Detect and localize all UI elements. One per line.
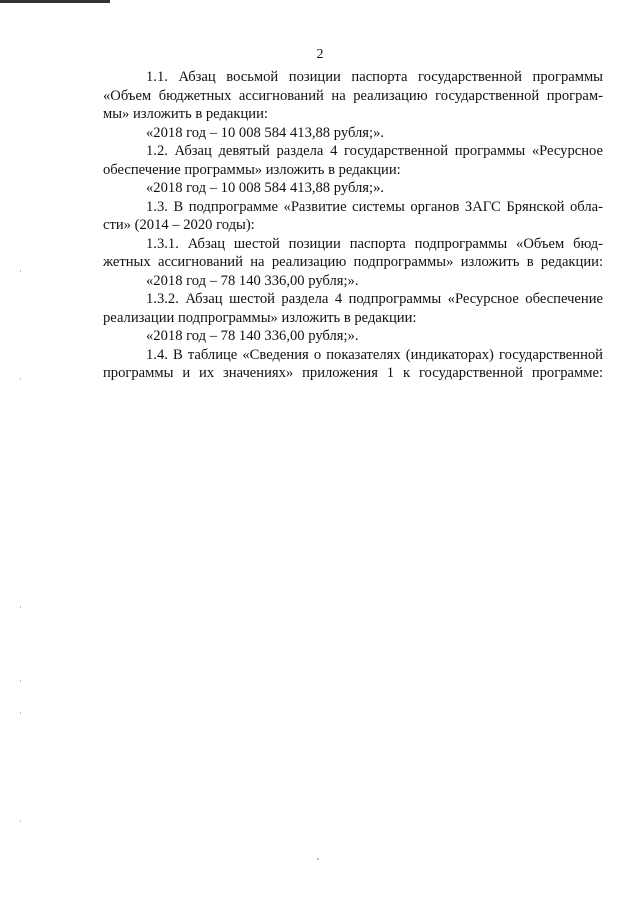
scan-margin-artifacts (20, 0, 22, 905)
line-13: 1.3.2. Абзац шестой раздела 4 подпрограммы «Ресурсное обеспечение (146, 291, 603, 307)
scan-dot (20, 378, 21, 380)
line-14: реализации подпрограммы» изложить в редакции: (103, 309, 417, 326)
line-12: «2018 год – 78 140 336,00 рубля;». (146, 272, 359, 289)
line-5: 1.2. Абзац девятый раздела 4 государственной программы «Ресурсное (146, 143, 603, 159)
line-10: 1.3.1. Абзац шестой позиции паспорта подпрограммы «Объем бюд- (146, 235, 603, 252)
line-7: «2018 год – 10 008 584 413,88 рубля;». (146, 180, 385, 196)
line-8: 1.3. В подпрограмме «Развитие системы органов ЗАГС Брянской обла- (146, 198, 603, 215)
scan-dot (20, 606, 21, 608)
page-number: 2 (316, 47, 324, 62)
scan-dot (20, 712, 21, 714)
scan-edge-line (0, 0, 110, 3)
document-body (103, 68, 603, 383)
scan-dot (20, 680, 21, 682)
line-6: обеспечение программы» изложить в редакции: (103, 161, 401, 178)
line-3: мы» изложить в редакции: (103, 106, 268, 122)
line-4: «2018 год – 10 008 584 413,88 рубля;». (146, 124, 385, 141)
line-17: программы и их значениях» приложения 1 к государственной программе: (103, 365, 603, 381)
line-1: 1.1. Абзац восьмой позиции паспорта государственной программы (146, 69, 603, 85)
line-2: «Объем бюджетных ассигнований на реализацию государственной програм- (103, 87, 603, 104)
scan-dot (20, 270, 21, 272)
line-16: 1.4. В таблице «Сведения о показателях (индикаторах) государственной (146, 346, 603, 363)
line-15: «2018 год – 78 140 336,00 рубля;». (146, 328, 359, 344)
scan-dot (20, 820, 21, 822)
scan-dot (317, 858, 319, 860)
line-11: жетных ассигнований на реализацию подпрограммы» изложить в редакции: (103, 254, 603, 270)
line-9: сти» (2014 – 2020 годы): (103, 217, 255, 233)
